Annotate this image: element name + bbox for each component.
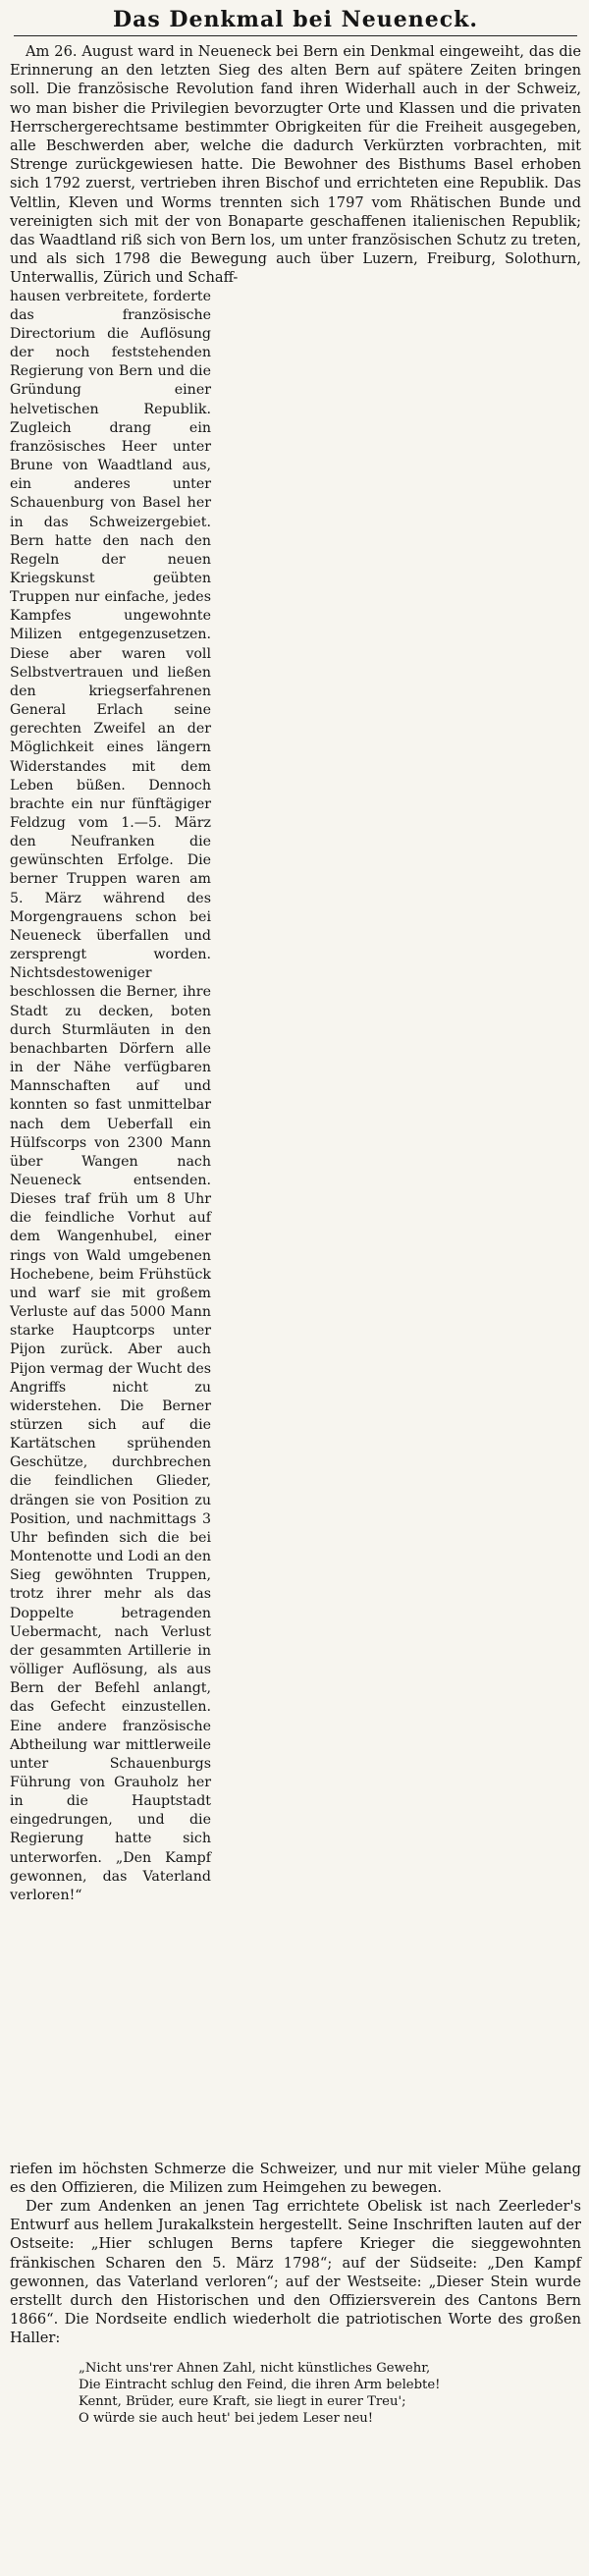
haller-verse bbox=[79, 2360, 581, 2427]
verse-line: Die Eintracht schlug den Feind, die ihren Arm belebte! bbox=[79, 2377, 441, 2392]
narrow-column-text: hausen verbreitete, forderte das französische Directorium die Auflösung der noch feststehenden Regierung von Bern und die Gründung einer helvetischen Republik. Zugleich drang ein französisches Heer unter Brune von Waadtland aus, ein anderes unter Schauenburg von Basel her in das Schweizergebiet. Bern hatte den nach den Regeln der neuen Kriegskunst geübten Truppen nur einfache, jedes Kampfes ungewohnte Milizen entgegenzusetzen. Diese aber waren voll Selbstvertrauen und ließen den kriegserfahrenen General Erlach seine gerechten Zweifel an der Möglichkeit eines längern Widerstandes mit dem Leben büßen. Dennoch brachte ein nur fünftägiger Feldzug vom 1.—5. März den Neufranken die gewünschten Erfolge. Die berner Truppen waren am 5. März während des Morgengrauens schon bei Neueneck überfallen und zersprengt worden. Nichtsdestoweniger beschlossen die Berner, ihre Stadt zu decken, boten durch Sturmläuten in den benachbarten Dörfern alle in der Nähe verfügbaren Mannschaften auf und konnten so fast unmittelbar nach dem Ueberfall ein Hülfscorps von 2300 Mann über Wangen nach Neueneck entsenden. Dieses traf früh um 8 Uhr die feindliche Vorhut auf dem Wangenhubel, einer rings von Wald umgebenen Hochebene, beim Frühstück und warf sie mit großem Verluste auf das 5000 Mann starke Hauptcorps unter Pijon zurück. Aber auch Pijon vermag der Wucht des Angriffs nicht zu widerstehen. Die Berner stürzen sich auf die Kartätschen sprühenden Geschütze, durchbrechen die feindlichen Glieder, drängen sie von Position zu Position, und nachmittags 3 Uhr befinden sich die bei Montenotte und Lodi an den Sieg gewöhnten Truppen, trotz ihrer mehr als das Doppelte betragenden Uebermacht, nach Verlust der gesammten Artillerie in völliger Auflösung, als aus Bern der Befehl anlangt, das Gefecht einzustellen. Eine andere französische Abtheilung war mittlerweile unter Schauenburgs Führung von Grauholz her in die Hauptstadt eingedrungen, und die Regierung hatte sich unterworfen. „Den Kampf gewonnen, das Vaterland verloren!“ bbox=[10, 288, 211, 1903]
monument-paragraph: Der zum Andenken an jenen Tag errichtete Obelisk ist nach Zeerleder's Entwurf aus hellem Jurakalkstein hergestellt. Seine Inschriften lauten auf der Ostseite: „Hier schlugen Berns tapfere Krieger die sieggewohnten fränkischen Scharen den 5. März 1798“; auf der Südseite: „Den Kampf gewonnen, das Vaterland verloren“; auf der Westseite: „Dieser Stein wurde erstellt durch den Historischen und den Offiziersverein des Cantons Bern 1866“. Die Nordseite endlich wiederholt die patriotischen Worte des großen Haller: bbox=[10, 2198, 581, 2347]
article-title: Das Denkmal bei Neueneck. bbox=[112, 7, 479, 32]
intro-paragraph: Am 26. August ward in Neueneck bei Bern ein Denkmal eingeweiht, das die Erinnerung an den letzten Sieg des alten Bern auf spätere Zeiten bringen soll. Die französische Revolution fand ihren Widerhall auch in der Schweiz, wo man bisher die Privilegien bevorzugter Orte und Klassen und die privaten Herrschergerechtsame bestimmter Obrigkeiten für die Freiheit ausgegeben, alle Beschwerden aber, welche die dadurch Verkürzten vorbrachten, mit Strenge zurückgewiesen hatte. Die Bewohner des Bisthums Basel erhoben sich 1792 zuerst, vertrieben ihren Bischof und errichteten eine Republik. Das Veltlin, Kleven und Worms trennten sich 1797 vom Rhätischen Bunde und vereinigten sich mit der von Bonaparte geschaffenen italienischen Republik; das Waadtland riß sich von Bern los, um unter französischen Schutz zu treten, und als sich 1798 die Bewegung auch über Luzern, Freiburg, Solothurn, Unterwallis, Zürich und Schaff- bbox=[10, 43, 581, 287]
column-section bbox=[10, 288, 581, 2160]
continuation-text: riefen im höchsten Schmerze die Schweizer, und nur mit vieler Mühe gelang es den Offizieren, die Milizen zum Heimgehen zu bewegen. bbox=[10, 2160, 581, 2196]
verse-line: Kennt, Brüder, eure Kraft, sie liegt in eurer Treu'; bbox=[79, 2393, 406, 2409]
verse-line: O würde sie auch heut' bei jedem Leser neu! bbox=[79, 2410, 374, 2426]
verse-line: „Nicht uns'rer Ahnen Zahl, nicht künstliches Gewehr, bbox=[79, 2360, 431, 2376]
title-divider bbox=[14, 35, 577, 36]
